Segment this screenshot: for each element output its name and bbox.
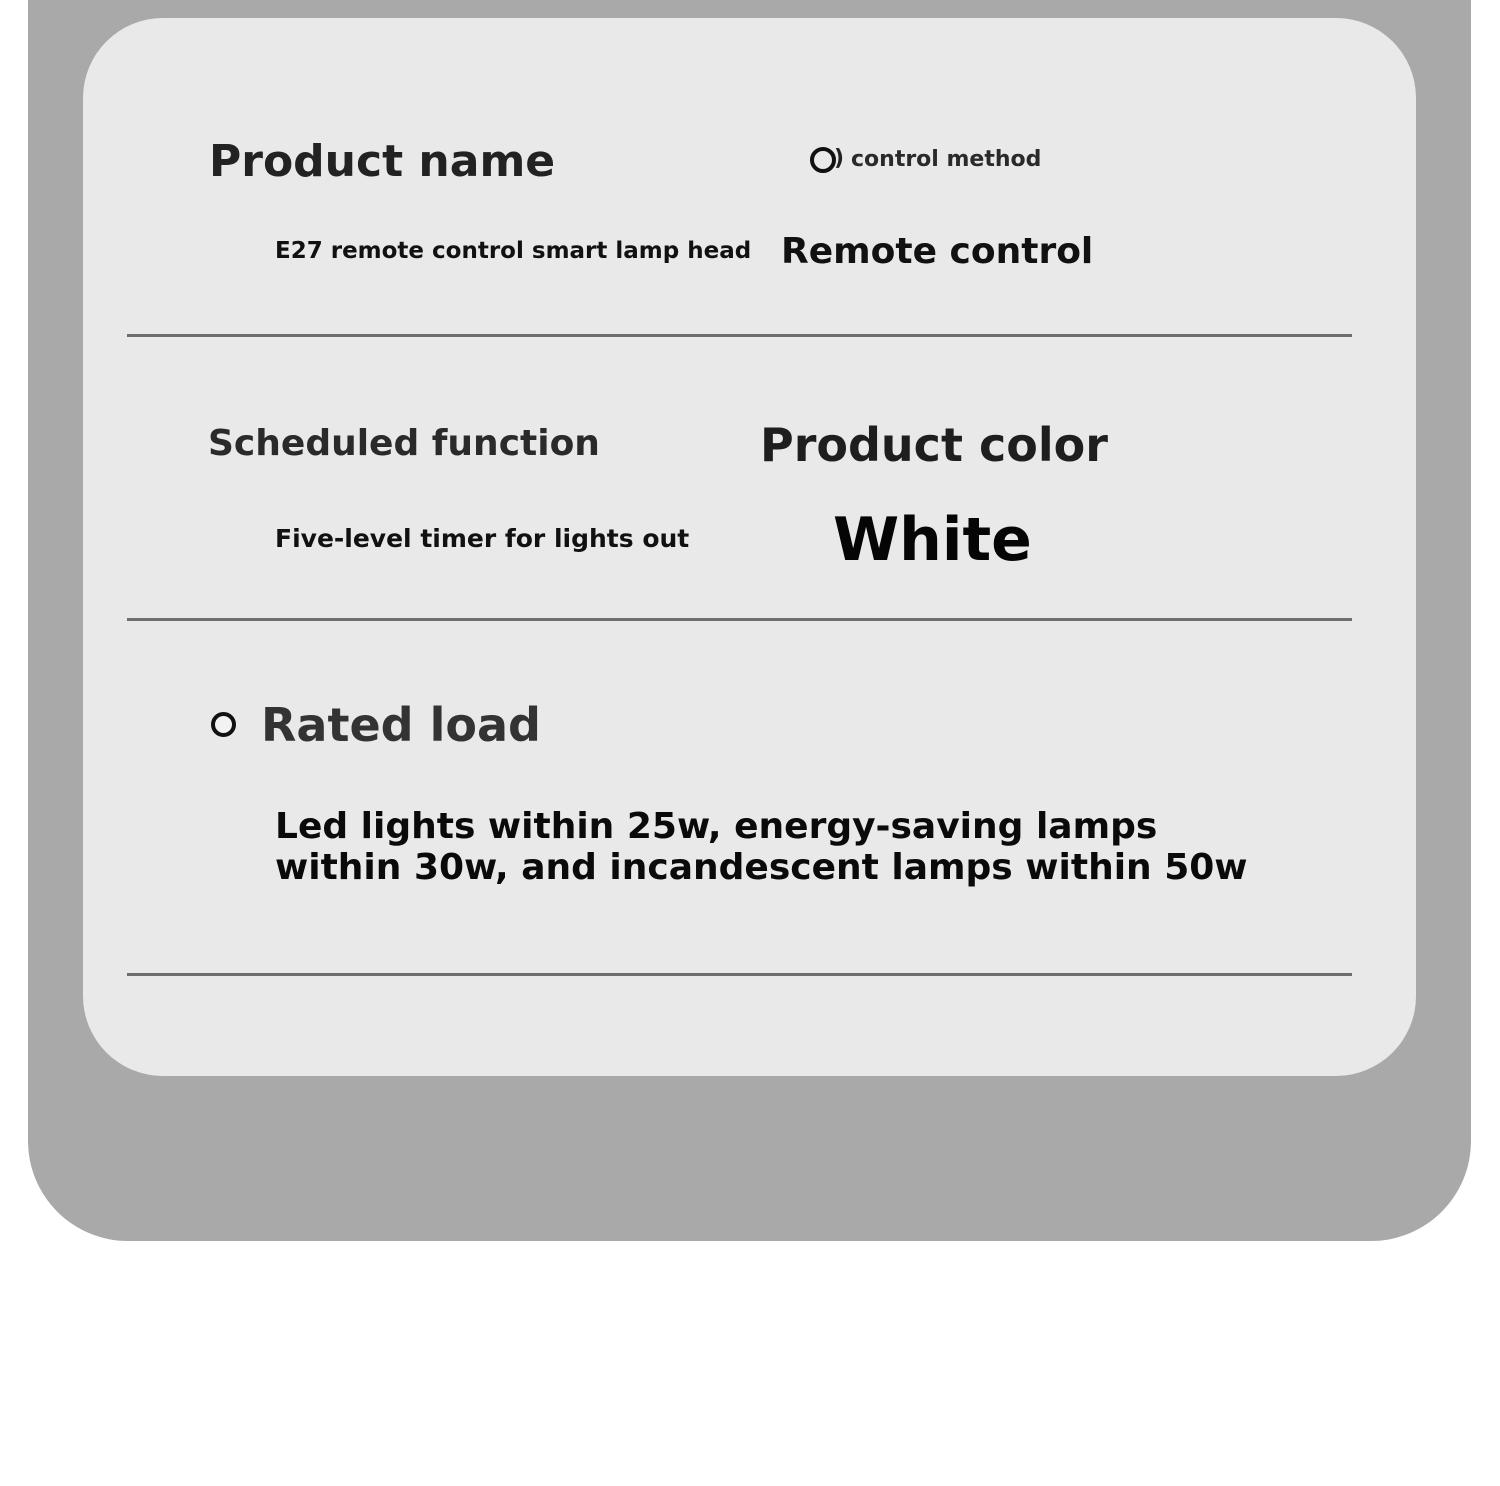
control-method-label: control method bbox=[851, 147, 1042, 172]
divider-3 bbox=[127, 973, 1352, 976]
remote-signal-icon bbox=[810, 147, 836, 173]
bullet-circle-icon bbox=[211, 712, 236, 737]
rated-load-value-line1: Led lights within 25w, energy-saving lamps bbox=[275, 806, 1158, 847]
divider-1 bbox=[127, 334, 1352, 337]
remote-signal-glyph: ) bbox=[834, 146, 845, 171]
product-name-value: E27 remote control smart lamp head bbox=[275, 238, 752, 264]
control-method-value: Remote control bbox=[781, 231, 1094, 272]
product-color-value: White bbox=[833, 505, 1032, 575]
rated-load-label: Rated load bbox=[261, 698, 541, 752]
product-color-label: Product color bbox=[760, 418, 1108, 472]
scheduled-function-label: Scheduled function bbox=[208, 423, 600, 464]
product-name-label: Product name bbox=[209, 136, 556, 187]
rated-load-value-line2: within 30w, and incandescent lamps within 50w bbox=[275, 847, 1248, 888]
scheduled-function-value: Five-level timer for lights out bbox=[275, 524, 690, 553]
divider-2 bbox=[127, 618, 1352, 621]
